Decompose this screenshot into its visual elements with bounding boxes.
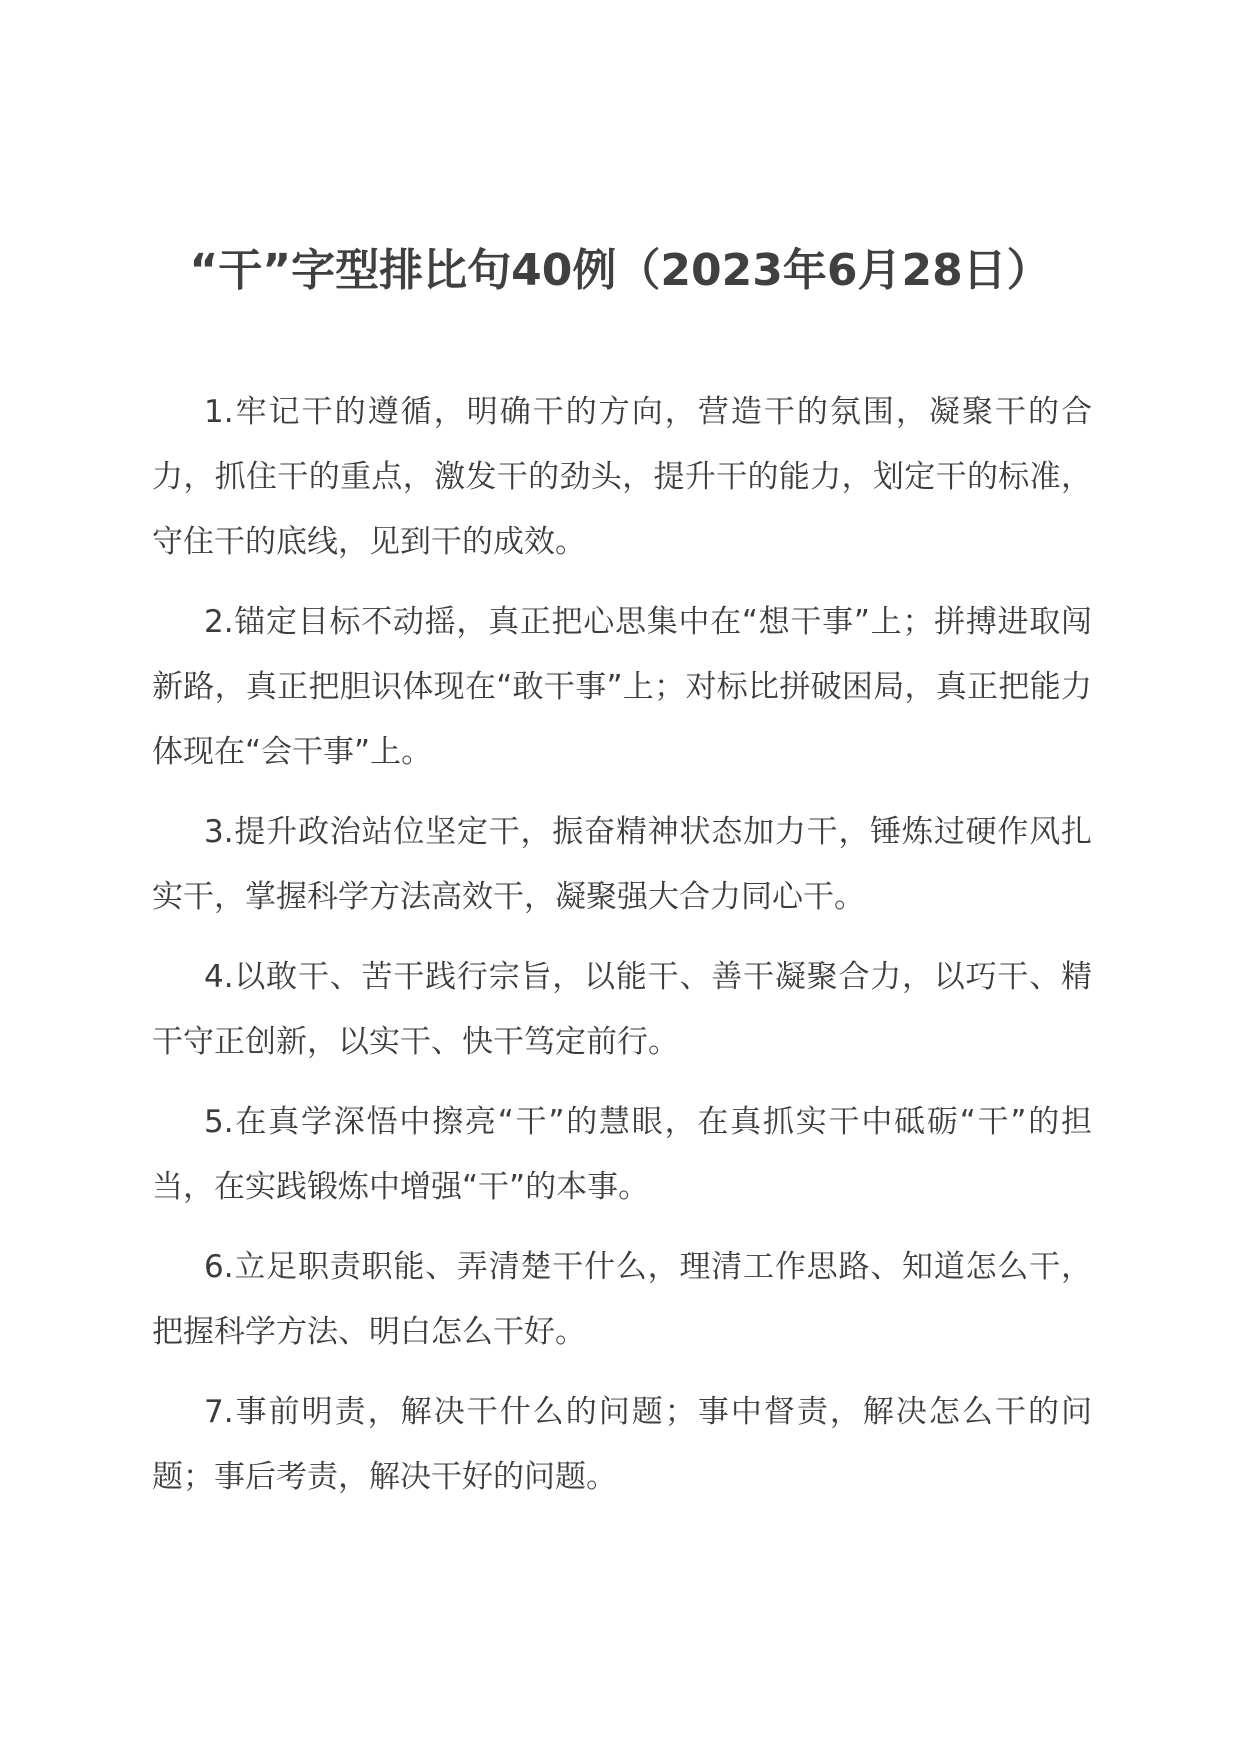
paragraph-4: 4.以敢干、苦干践行宗旨，以能干、善干凝聚合力，以巧干、精干守正创新，以实干、快干笃定前行。 — [152, 959, 1092, 1060]
document-title: “干”字型排比句40例（2023年6月28日） — [189, 245, 1051, 296]
paragraph-5: 5.在真学深悟中擦亮“干”的慧眼，在真抓实干中砥砺“干”的担当，在实践锻炼中增强“干”的本事。 — [152, 1104, 1092, 1205]
paragraph-2: 2.锚定目标不动摇，真正把心思集中在“想干事”上；拼搏进取闯新路，真正把胆识体现在“敢干事”上；对标比拼破困局，真正把能力体现在“会干事”上。 — [152, 604, 1092, 770]
paragraph-1: 1.牢记干的遵循，明确干的方向，营造干的氛围，凝聚干的合力，抓住干的重点，激发干的劲头，提升干的能力，划定干的标准，守住干的底线，见到干的成效。 — [152, 394, 1092, 560]
document-body — [152, 380, 1092, 1525]
paragraph-3: 3.提升政治站位坚定干，振奋精神状态加力干，锤炼过硬作风扎实干，掌握科学方法高效干，凝聚强大合力同心干。 — [152, 814, 1092, 915]
paragraph-7: 7.事前明责，解决干什么的问题；事中督责，解决怎么干的问题；事后考责，解决干好的问题。 — [152, 1394, 1092, 1495]
paragraph-6: 6.立足职责职能、弄清楚干什么，理清工作思路、知道怎么干，把握科学方法、明白怎么干好。 — [152, 1249, 1092, 1350]
